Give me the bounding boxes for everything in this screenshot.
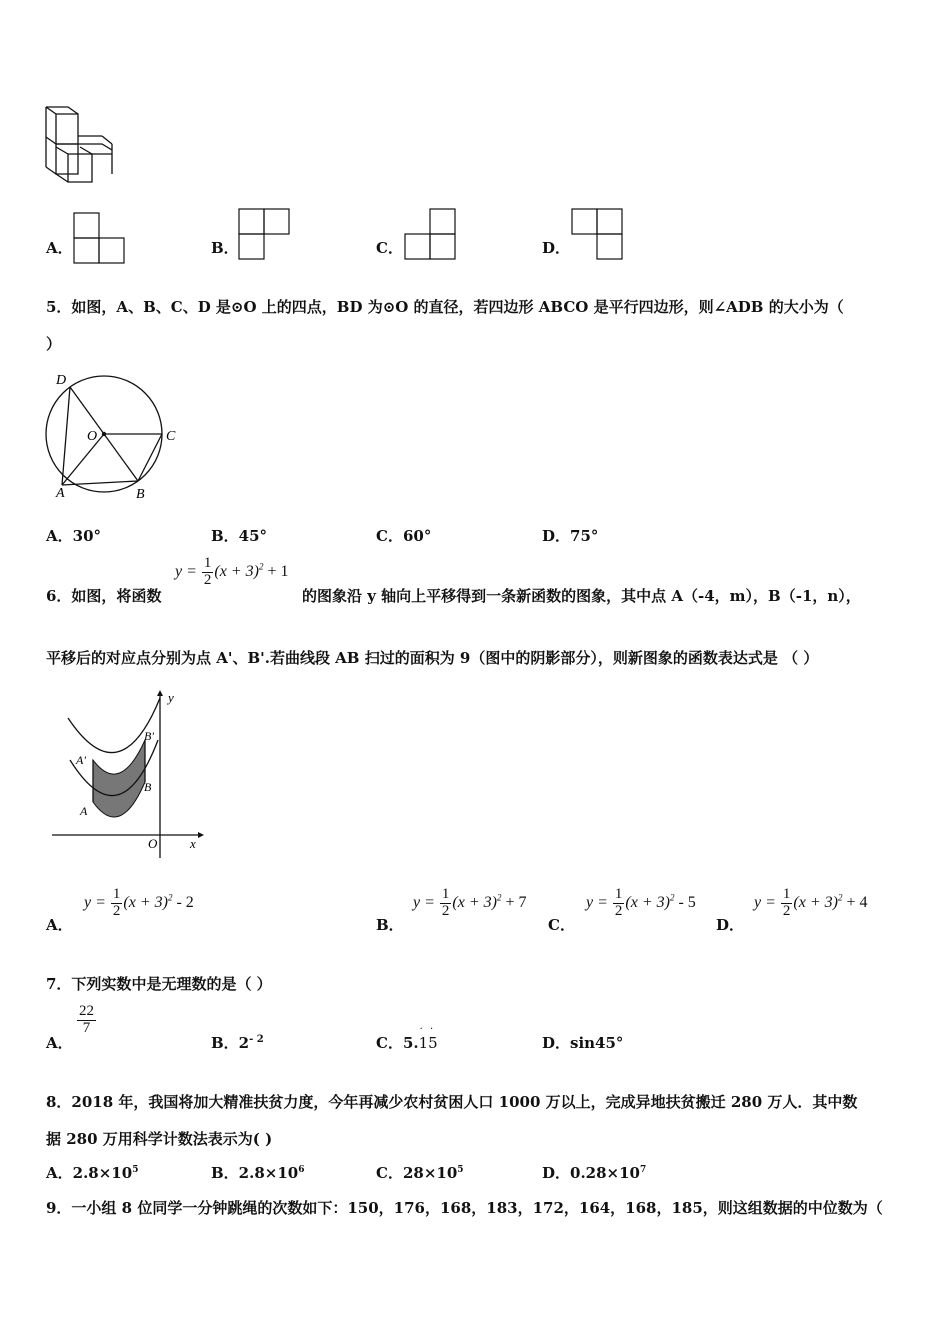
q7-option-a-label: A．	[46, 1034, 73, 1052]
q6-option-d-label: D．	[716, 916, 745, 934]
q4-option-c-label: C．	[376, 239, 403, 257]
q7-option-b: B．$2^{- 2}$	[211, 1034, 264, 1052]
q6-option-d-formula: y = $\frac{1}{2}$ $(x + 3)^2 + 4$	[754, 886, 868, 919]
q5-option-b: B．45°	[211, 527, 268, 545]
q6-option-b-formula: y = $\frac{1}{2}$ $(x + 3)^2 + 7$	[413, 886, 527, 919]
label-y-axis: y	[168, 690, 174, 705]
q8-stem-line1: 8．2018 年，我国将加大精准扶贫力度，今年再减少农村贫困人口 1000 万以上，完成异地扶贫搬迁 280 万人．其中数	[46, 1093, 858, 1111]
solid-figure	[42, 104, 122, 194]
q9-stem: 9．一小组 8 位同学一分钟跳绳的次数如下：150，176，168，183，172，164，168，185，则这组数据的中位数为（	[46, 1199, 883, 1217]
q6-option-c-label: C．	[548, 916, 575, 934]
q7-option-d: D．sin45°	[542, 1034, 624, 1052]
label-a-point: A	[80, 804, 88, 818]
q8-option-b: B．$2.8\times 10^6$	[211, 1164, 305, 1182]
label-o: O	[87, 429, 98, 444]
q6-stem-line2: 平移后的对应点分别为点 A'、B'.若曲线段 AB 扫过的面积为 9（图中的阴影部分），则新图象的函数表达式是 （ ）	[46, 649, 819, 667]
q7-option-a-fraction: $\frac{22}{7}$	[79, 1003, 94, 1036]
q6-stem-suffix: 的图象沿 y 轴向上平移得到一条新函数的图象，其中点 A（-4，m），B（-1，n），	[302, 587, 861, 605]
label-b-point: B	[144, 780, 152, 794]
q4-option-b-label: B．	[211, 239, 239, 257]
label-c: C	[166, 429, 176, 444]
label-origin: O	[148, 836, 158, 851]
q6-option-a-label: A．	[46, 916, 73, 934]
label-x-axis: x	[190, 836, 196, 851]
q6-function-formula: y = $\frac{1}{2}$ $(x + 3)^2 + 1$	[175, 555, 289, 588]
circle-figure	[42, 368, 182, 502]
q5-stem-line2: ）	[46, 335, 62, 353]
label-a-prime: A'	[76, 753, 86, 767]
q8-option-a: A．$2.8\times 10^5$	[46, 1164, 139, 1182]
q5-option-c: C．60°	[376, 527, 432, 545]
q4-option-d-figure	[570, 207, 624, 261]
q8-option-d: D．$0.28\times 10^7$	[542, 1164, 647, 1182]
q4-option-d-label: D．	[542, 239, 571, 257]
q6-option-b-label: B．	[376, 916, 404, 934]
q6-option-c-formula: y = $\frac{1}{2}$ $(x + 3)^2 - 5$	[586, 886, 696, 919]
q6-stem-prefix: 6．如图，将函数	[46, 587, 162, 605]
q7-option-c: C．5. · · 15	[376, 1024, 438, 1052]
q4-option-a-figure	[72, 211, 126, 265]
q7-stem: 7．下列实数中是无理数的是（ ）	[46, 975, 272, 993]
label-a: A	[56, 486, 65, 501]
q6-option-a-formula: y = $\frac{1}{2}$ $(x + 3)^2 - 2$	[84, 886, 194, 919]
label-b: B	[136, 487, 145, 502]
parabola-figure	[48, 690, 208, 860]
q4-option-c-figure	[403, 207, 457, 261]
label-b-prime: B'	[144, 729, 154, 743]
q4-option-a-label: A．	[46, 239, 73, 257]
q8-stem-line2: 据 280 万用科学计数法表示为( )	[46, 1130, 273, 1148]
q5-option-a: A．30°	[46, 527, 102, 545]
q5-stem-line1: 5．如图，A、B、C、D 是⊙O 上的四点，BD 为⊙O 的直径，若四边形 ABCO 是平行四边形，则∠ADB 的大小为（	[46, 298, 844, 316]
q4-option-b-figure	[237, 207, 291, 261]
q5-option-d: D．75°	[542, 527, 599, 545]
label-d: D	[56, 373, 67, 388]
q8-option-c: C．$28\times 10^5$	[376, 1164, 464, 1182]
